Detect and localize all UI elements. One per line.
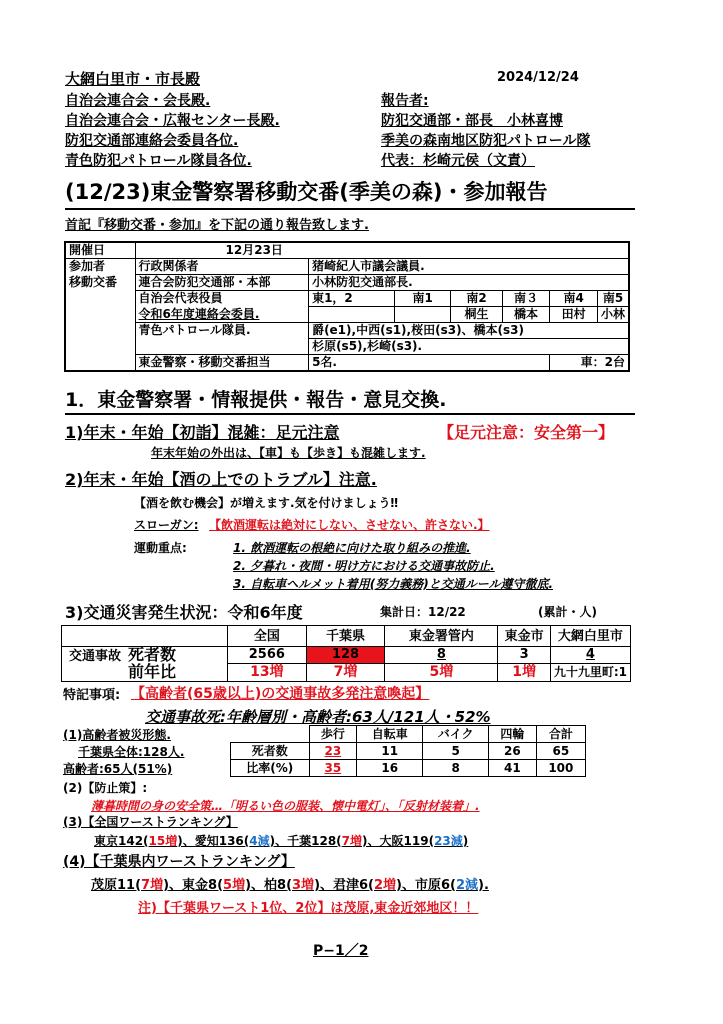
prevention-label: (2)【防止策】: (63, 781, 148, 795)
prefecture-ranking: 茂原11(7増)、東金8(5増)、柏8(3増)、君津6(2増)、市原6(2減). (91, 878, 489, 893)
point-1: 1. 飲酒運転の根絶に向けた取り組みの推進. (233, 541, 471, 555)
special-text: 【高齢者(65歳以上)の交通事故多発注意喚起】 (131, 686, 430, 702)
role-hq: 連合会防犯交通部・本部 (135, 275, 309, 291)
national-label: (3)【全国ワーストランキング】 (63, 815, 238, 829)
reporter-label: 報告者: (381, 93, 429, 109)
item-3-title: 3)交通災害発生状況：令和6年度 (65, 603, 303, 622)
deaths-national: 2566 (228, 647, 307, 664)
district-5: 南4 (550, 291, 598, 307)
meeting-table (64, 241, 630, 372)
at-deaths-car: 26 (489, 743, 537, 760)
elderly-old: 高齢者:65人(51%) (63, 762, 173, 776)
deaths-togane-city: 3 (498, 647, 550, 664)
age-title: 交通事故死:年齢層別・高齢者:63人/121人・52% (145, 708, 491, 726)
prefecture-label: (4)【千葉県内ワーストランキング】 (63, 854, 295, 870)
role-admin: 行政関係者 (135, 259, 309, 275)
item-1-title: 1)年末・年始【初詣】混雑：足元注意 (65, 423, 340, 442)
member-5: 田村 (550, 307, 598, 323)
deaths-oamishirasato: 4 (550, 647, 630, 664)
side-label-1: 参加者 (65, 259, 135, 275)
yoy-togane-area: 5増 (385, 663, 498, 681)
patrol-blank (135, 339, 309, 355)
district-3: 南2 (451, 291, 502, 307)
th-oamishirasato: 大網白里市 (550, 626, 630, 647)
at-deaths-walk: 23 (309, 743, 357, 760)
addressee-3: 自治会連合会・広報センター長殿. (65, 113, 280, 129)
row-label: 交通事故 (68, 649, 121, 664)
prevention-text: 薄暮時間の身の安全策…「明るい色の服装、懐中電灯」、「反射材装着」. (91, 799, 480, 813)
report-title: (12/23)東金警察署移動交番(季美の森)・参加報告 (65, 176, 635, 210)
police-value: 5名. (309, 355, 550, 372)
side-blank (65, 355, 135, 372)
side-blank (65, 323, 135, 339)
th-chiba: 千葉県 (306, 626, 385, 647)
name-hq: 小林防犯交通部長. (309, 275, 629, 291)
ath-bicycle: 自転車 (357, 726, 423, 743)
at-ratio-total: 100 (536, 760, 585, 777)
item-2-line: 【酒を飲む機会】が増えます.気を付けましょう‼ (134, 496, 399, 510)
at-ratio-label: 比率(%) (231, 760, 310, 777)
yoy-extra: 九十九里町:1 (550, 663, 630, 681)
item-1-callout: 【足元注意：安全第一】 (438, 423, 615, 442)
at-ratio-bike: 8 (423, 760, 489, 777)
report-date: 2024/12/24 (497, 70, 579, 85)
reporter-2: 季美の森南地区防犯パトロール隊 (381, 133, 591, 149)
item-1-note: 年末年始の外出は、【車】も【歩き】も混雑します. (151, 446, 426, 460)
elderly-pref: 千葉県全体:128人. (78, 745, 185, 759)
ath-bike: バイク (423, 726, 489, 743)
reporter-3: 代表：杉崎元侯（文責） (381, 153, 535, 169)
special-label: 特記事項: (63, 688, 121, 703)
addressee-1: 大網白里市・市長殿 (65, 70, 201, 88)
age-table (230, 725, 586, 777)
national-ranking: 東京142(15増)、愛知136(4減)、千葉128(7増)、大阪119(23減) (94, 834, 469, 848)
point-2: 2. 夕暮れ・夜間・明け方における交通事故防止. (233, 559, 495, 573)
at-deaths-bicycle: 11 (357, 743, 423, 760)
cumulative-label: (累計・人) (538, 605, 597, 619)
side-blank (65, 307, 135, 323)
district-1: 東1，2 (309, 291, 395, 307)
addressee-2: 自治会連合会・会長殿. (65, 93, 211, 109)
member-3: 桐生 (451, 307, 502, 323)
item-2-title: 2)年末・年始【酒の上でのトラブル】注意. (65, 470, 377, 489)
name-admin: 猪崎紀人市議会議員. (309, 259, 629, 275)
member-2 (394, 307, 451, 323)
th-national: 全国 (228, 626, 307, 647)
at-ratio-car: 41 (489, 760, 537, 777)
slogan-label: スローガン: (134, 518, 199, 532)
deaths-chiba: 128 (306, 647, 385, 664)
date-value: 12月23日 (135, 242, 629, 259)
reporter-1: 防犯交通部・部長 小林喜博 (381, 113, 563, 129)
car-count: 車：2台 (550, 355, 629, 372)
th-togane-area: 東金署管内 (385, 626, 498, 647)
elderly-label: (1)高齢者被災形態. (63, 728, 171, 742)
police-label: 東金警察・移動交番担当 (135, 355, 309, 372)
ath-walk: 歩行 (309, 726, 357, 743)
deaths-togane-area: 8 (385, 647, 498, 664)
member-6: 小林 (597, 307, 629, 323)
member-1 (309, 307, 395, 323)
at-deaths-total: 65 (536, 743, 585, 760)
page-number: P−1／2 (313, 943, 369, 959)
at-deaths-bike: 5 (423, 743, 489, 760)
section-1-title: 1．東金警察署・情報提供・報告・意見交換. (65, 385, 635, 415)
yoy-national: 13増 (228, 663, 307, 681)
district-2: 南1 (394, 291, 451, 307)
district-6: 南5 (597, 291, 629, 307)
tally-date: 集計日：12/22 (380, 605, 466, 619)
tt-corner (62, 626, 228, 647)
side-blank (65, 291, 135, 307)
jichikai-label-1: 自治会代表役員 (135, 291, 309, 307)
at-deaths-label: 死者数 (231, 743, 310, 760)
yoy-label: 前年比 (128, 662, 177, 681)
yoy-togane-city: 1増 (498, 663, 550, 681)
at-corner (231, 726, 310, 743)
member-4: 橋本 (502, 307, 550, 323)
yoy-chiba: 7増 (306, 663, 385, 681)
ath-total: 合計 (536, 726, 585, 743)
ath-car: 四輪 (489, 726, 537, 743)
th-togane-city: 東金市 (498, 626, 550, 647)
addressee-4: 防犯交通部連絡会委員各位. (65, 133, 239, 149)
point-3: 3. 自転車ヘルメット着用(努力義務)と交通ルール遵守徹底. (233, 577, 554, 591)
addressee-5: 青色防犯パトロール隊員各位. (65, 153, 252, 169)
patrol-label: 青色パトロール隊員. (135, 323, 309, 339)
district-4: 南３ (502, 291, 550, 307)
patrol-members-2: 杉原(s5),杉崎(s3). (309, 339, 629, 355)
at-ratio-bicycle: 16 (357, 760, 423, 777)
date-label: 開催日 (65, 242, 135, 259)
prefecture-note: 注)【千葉県ワースト1位、2位】は茂原,東金近郊地区！！ (138, 901, 479, 916)
jichikai-label-2: 令和6年度連絡会委員. (135, 307, 309, 323)
deaths-label: 死者数 (128, 645, 177, 664)
patrol-members-1: 爵(e1),中西(s1),桜田(s3)、橋本(s3) (309, 323, 629, 339)
side-label-2: 移動交番 (65, 275, 135, 291)
intro-text: 首記『移動交番・参加』を下記の通り報告致します. (65, 218, 369, 233)
tt-row-label (62, 647, 228, 682)
side-blank (65, 339, 135, 355)
slogan-text: 【飲酒運転は絶対にしない、させない、許さない.】 (209, 518, 490, 532)
points-label: 運動重点: (134, 541, 187, 555)
at-ratio-walk: 35 (309, 760, 357, 777)
traffic-table (61, 625, 631, 682)
